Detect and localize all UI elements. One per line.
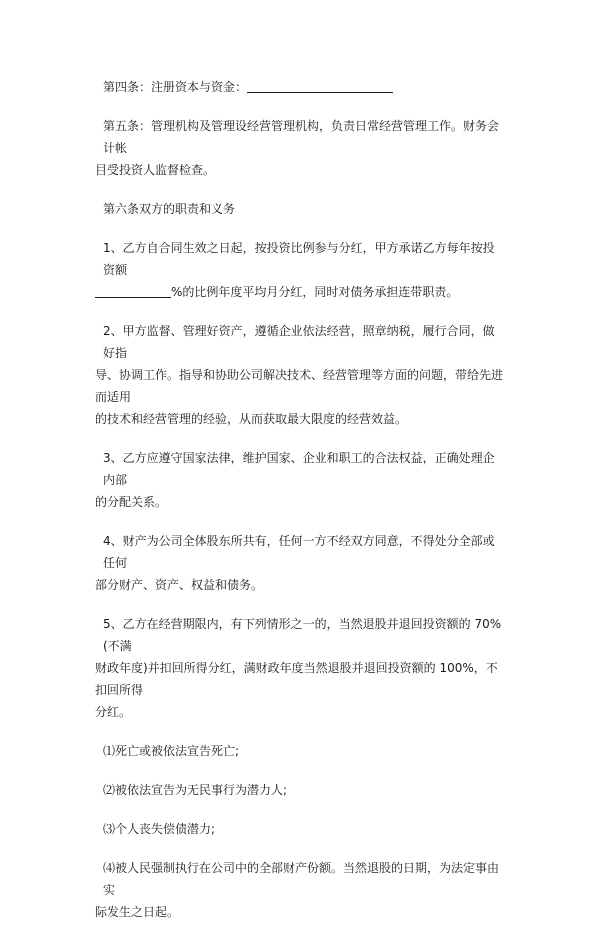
item-1-line-2	[95, 281, 505, 303]
item-3	[95, 447, 505, 513]
article-4-label: 第四条：注册资本与资金：	[103, 80, 248, 94]
condition-2	[103, 779, 505, 801]
item-1-line-2-text: %的比例年度平均月分红，同时对债务承担连带职责。	[171, 285, 459, 299]
article-6-title-text: 第六条双方的职责和义务	[103, 202, 236, 216]
item-2-line-2: 导、协调工作。指导和协助公司解决技术、经营管理等方面的问题，带给先进而适用	[95, 368, 504, 404]
condition-1	[103, 740, 505, 762]
condition-4-line-1: ⑷被人民强制执行在公司中的全部财产份额。当然退股的日期，为法定事由实	[103, 861, 500, 897]
item-5-line-2: 财政年度)并扣回所得分红，满财政年度当然退股并退回投资额的 100%，不扣回所得	[95, 661, 498, 697]
item-5	[95, 613, 505, 723]
condition-4	[95, 857, 505, 923]
profit-ratio-blank	[95, 283, 171, 298]
item-2-line-1: 2、甲方监督、管理好资产，遵循企业依法经营，照章纳税，履行合同，做好指	[103, 324, 495, 360]
registered-capital-blank	[247, 78, 393, 93]
item-1	[103, 237, 505, 303]
condition-4-line-2: 际发生之日起。	[95, 905, 180, 919]
condition-3-text: ⑶个人丧失偿债潜力;	[103, 822, 216, 836]
item-5-line-1: 5、乙方在经营期限内，有下列情形之一的，当然退股并退回投资额的 70%(不满	[103, 617, 502, 653]
item-3-line-2: 的分配关系。	[95, 495, 168, 509]
item-2	[95, 320, 505, 430]
article-5-line-2: 目受投资人监督检查。	[95, 163, 216, 177]
article-5-line-1: 第五条：管理机构及管理设经营管理机构，负责日常经营管理工作。财务会计帐	[103, 119, 500, 155]
condition-2-text: ⑵被依法宣告为无民事行为潜力人;	[103, 783, 288, 797]
item-2-line-3: 的技术和经营管理的经验，从而获取最大限度的经营效益。	[95, 412, 408, 426]
item-4-line-1: 4、财产为公司全体股东所共有，任何一方不经双方同意，不得处分全部或任何	[103, 534, 495, 570]
item-4	[95, 530, 505, 596]
article-5	[95, 115, 505, 181]
document-body	[95, 76, 505, 940]
item-4-line-2: 部分财产、资产、权益和债务。	[95, 578, 264, 592]
condition-1-text: ⑴死亡或被依法宣告死亡;	[103, 744, 240, 758]
item-5-line-3: 分红。	[95, 705, 132, 719]
condition-3	[103, 818, 505, 840]
article-6-title	[103, 198, 505, 220]
item-3-line-1: 3、乙方应遵守国家法律，维护国家、企业和职工的合法权益，正确处理企内部	[103, 451, 495, 487]
article-4	[103, 76, 505, 98]
item-1-line-1: 1、乙方自合同生效之日起，按投资比例参与分红，甲方承诺乙方每年按投资额	[103, 241, 495, 277]
